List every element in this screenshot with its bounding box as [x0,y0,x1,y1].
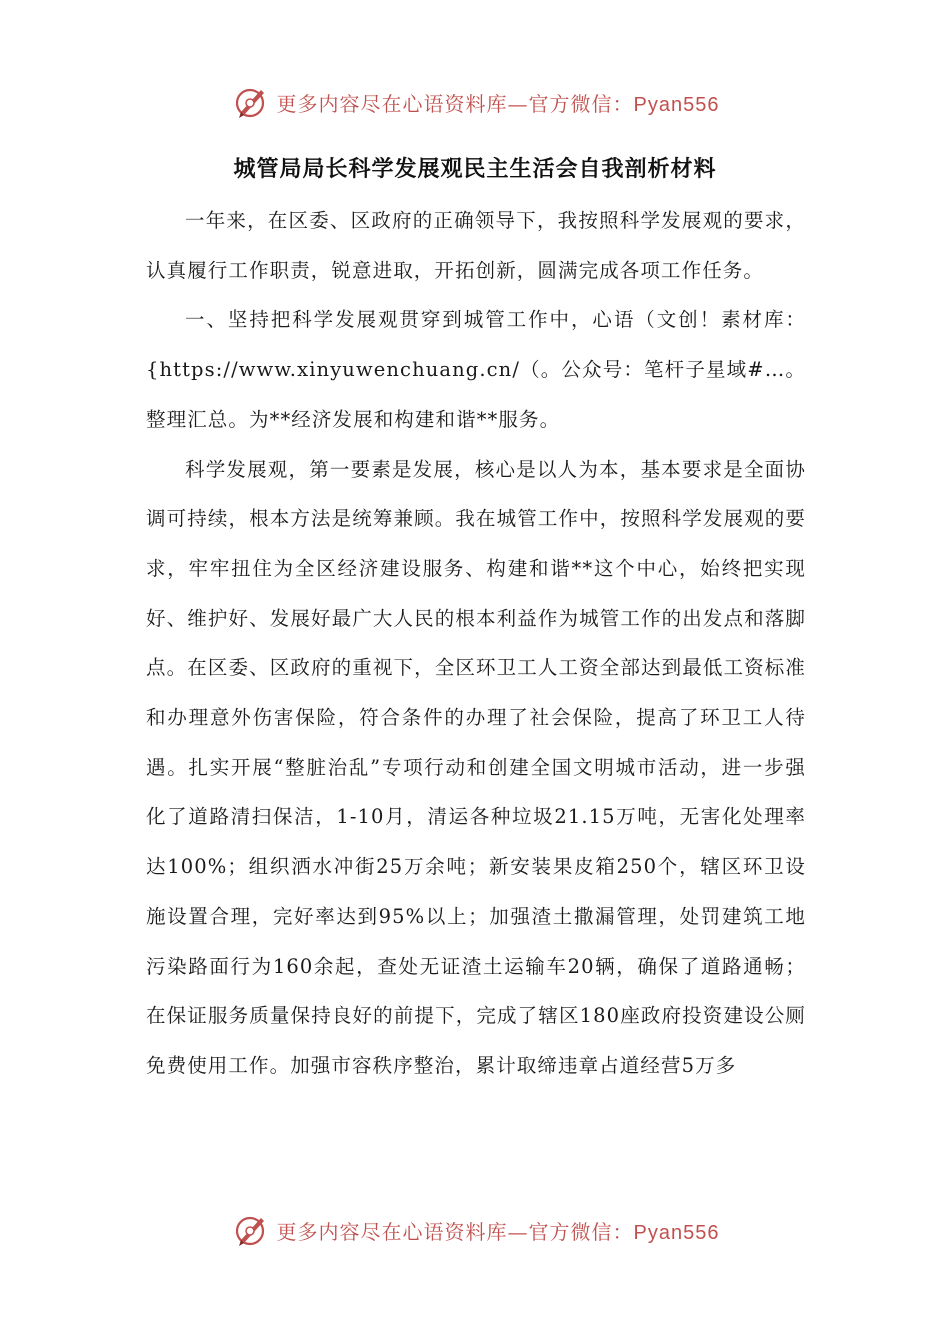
document-body [146,196,806,1091]
footer-banner [0,1208,950,1252]
document-title: 城管局局长科学发展观民主生活会自我剖析材料 [233,157,717,182]
paragraph-scientific-development: 科学发展观，第一要素是发展，核心是以人为本，基本要求是全面协调可持续，根本方法是统筹兼顾。我在城管工作中，按照科学发展观的要求，牢牢扭住为全区经济建设服务、构建和谐**这个中心，始终把实现好、维护好、发展好最广大人民的根本利益作为城管工作的出发点和落脚点。在区委、区政府的重视下，全区环卫工人工资全部达到最低工资标准和办理意外伤害保险，符合条件的办理了社会保险，提高了环卫工人待遇。扎实开展“整脏治乱”专项行动和创建全国文明城市活动，进一步强化了道路清扫保洁，1-10月，清运各种垃圾21.15万吨，无害化处理率达100%；组织洒水冲街25万余吨；新安装果皮箱250个，辖区环卫设施设置合理，完好率达到95%以上；加强渣土撒漏管理，处罚建筑工地污染路面行为160余起，查处无证渣土运输车20辆，确保了道路通畅；在保证服务质量保持良好的前提下，完成了辖区180座政府投资建设公厕免费使用工作。加强市容秩序整治，累计取缔违章占道经营5万多 [146,457,806,1077]
header-banner-text: 更多内容尽在心语资料库—官方微信：Pyan556 [276,91,720,116]
paragraph-section-one: 一、坚持把科学发展观贯穿到城管工作中，心语（文创！素材库：{https://www.xinyuwenchuang.cn/（。公众号：笔杆子星域#…。整理汇总。为**经济发展和构建和谐**服务。 [146,308,806,431]
header-wechat-id: Pyan556 [633,93,720,116]
pen-circle-icon [231,1210,271,1250]
header-banner [0,80,950,124]
paragraph-intro: 一年来，在区委、区政府的正确领导下，我按照科学发展观的要求，认真履行工作职责，锐意进取，开拓创新，圆满完成各项工作任务。 [146,209,806,282]
footer-banner-text: 更多内容尽在心语资料库—官方微信：Pyan556 [276,1219,720,1244]
footer-wechat-id: Pyan556 [633,1221,720,1244]
pen-circle-icon [231,82,271,122]
